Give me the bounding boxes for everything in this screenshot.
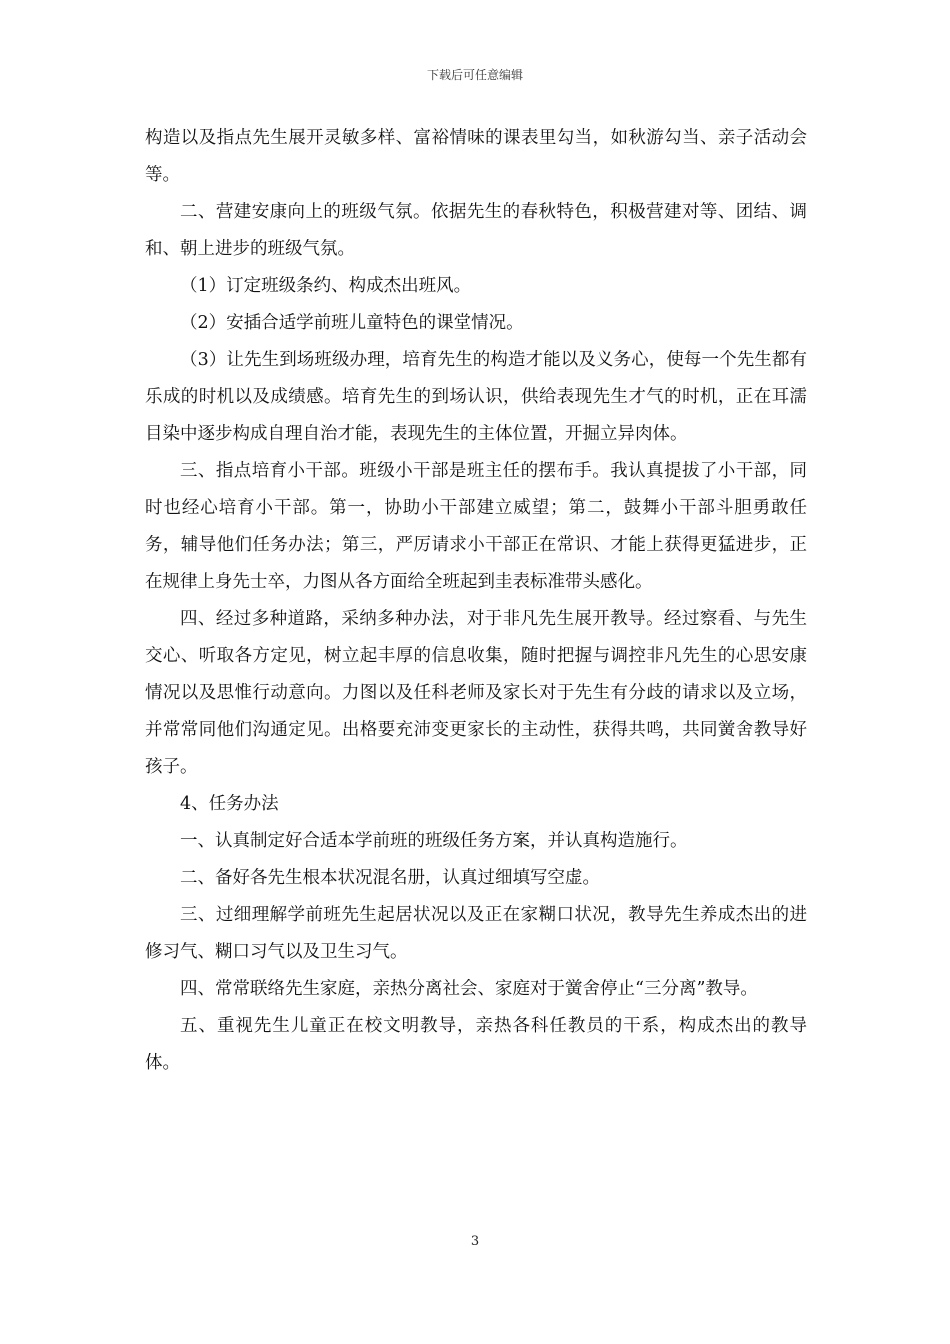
paragraph-method-5: 五、重视先生儿童正在校文明教导，亲热各科任教员的干系，构成杰出的教导体。: [145, 1016, 807, 1073]
paragraph-class-cadres: 三、指点培育小干部。班级小干部是班主任的摆布手。我认真提拔了小干部，同时也经心培育小干部。第一，协助小干部建立威望；第二，鼓舞小干部斗胆勇敢任务，辅导他们任务办法；第三，严厉请求小干部正在常识、才能上获得更猛进步，正在规律上身先士卒，力图从各方面给全班起到圭表标准带头感化。: [145, 461, 807, 592]
section-heading-methods: 4、任务办法: [180, 794, 279, 814]
paragraph-special-students: 四、经过多种道路，采纳多种办法，对于非凡先生展开教导。经过察看、与先生交心、听取各方定见，树立起丰厚的信息收集，随时把握与调控非凡先生的心思安康情况以及思惟行动意向。力图以及任科老师及家长对于先生有分歧的请求以及立场，并常常同他们沟通定见。出格要充沛变更家长的主动性，获得共鸣，共同黉舍教导好孩子。: [145, 609, 807, 777]
paragraph-item-3: （3）让先生到场班级办理，培育先生的构造才能以及义务心，使每一个先生都有乐成的时机以及成绩感。培育先生的到场认识，供给表现先生才气的时机，正在耳濡目染中逐步构成自理自治才能，表现先生的主体位置，开掘立异肉体。: [145, 350, 807, 444]
paragraph-method-1: 一、认真制定好合适本学前班的班级任务方案，并认真构造施行。: [180, 831, 688, 851]
paragraph-item-2: （2）安插合适学前班儿童特色的课堂情况。: [180, 313, 524, 333]
paragraph-method-4: 四、常常联络先生家庭，亲热分离社会、家庭对于黉舍停止“三分离”教导。: [180, 979, 758, 999]
page-header: 下载后可任意编辑: [426, 68, 523, 82]
document-body: [145, 120, 807, 1082]
paragraph-method-3: 三、过细理解学前班先生起居状况以及正在家糊口状况，教导先生养成杰出的进修习气、糊口习气以及卫生习气。: [145, 905, 807, 962]
paragraph-item-1: （1）订定班级条约、构成杰出班风。: [180, 276, 472, 296]
paragraph-continued: 构造以及指点先生展开灵敏多样、富裕情味的课表里勾当，如秋游勾当、亲子活动会等。: [145, 128, 807, 185]
paragraph-method-2: 二、备好各先生根本状况混名册，认真过细填写空虚。: [180, 868, 600, 888]
paragraph-class-atmosphere: 二、营建安康向上的班级气氛。依据先生的春秋特色，积极营建对等、团结、调和、朝上进步的班级气氛。: [145, 202, 807, 259]
page-number: 3: [470, 1234, 480, 1249]
